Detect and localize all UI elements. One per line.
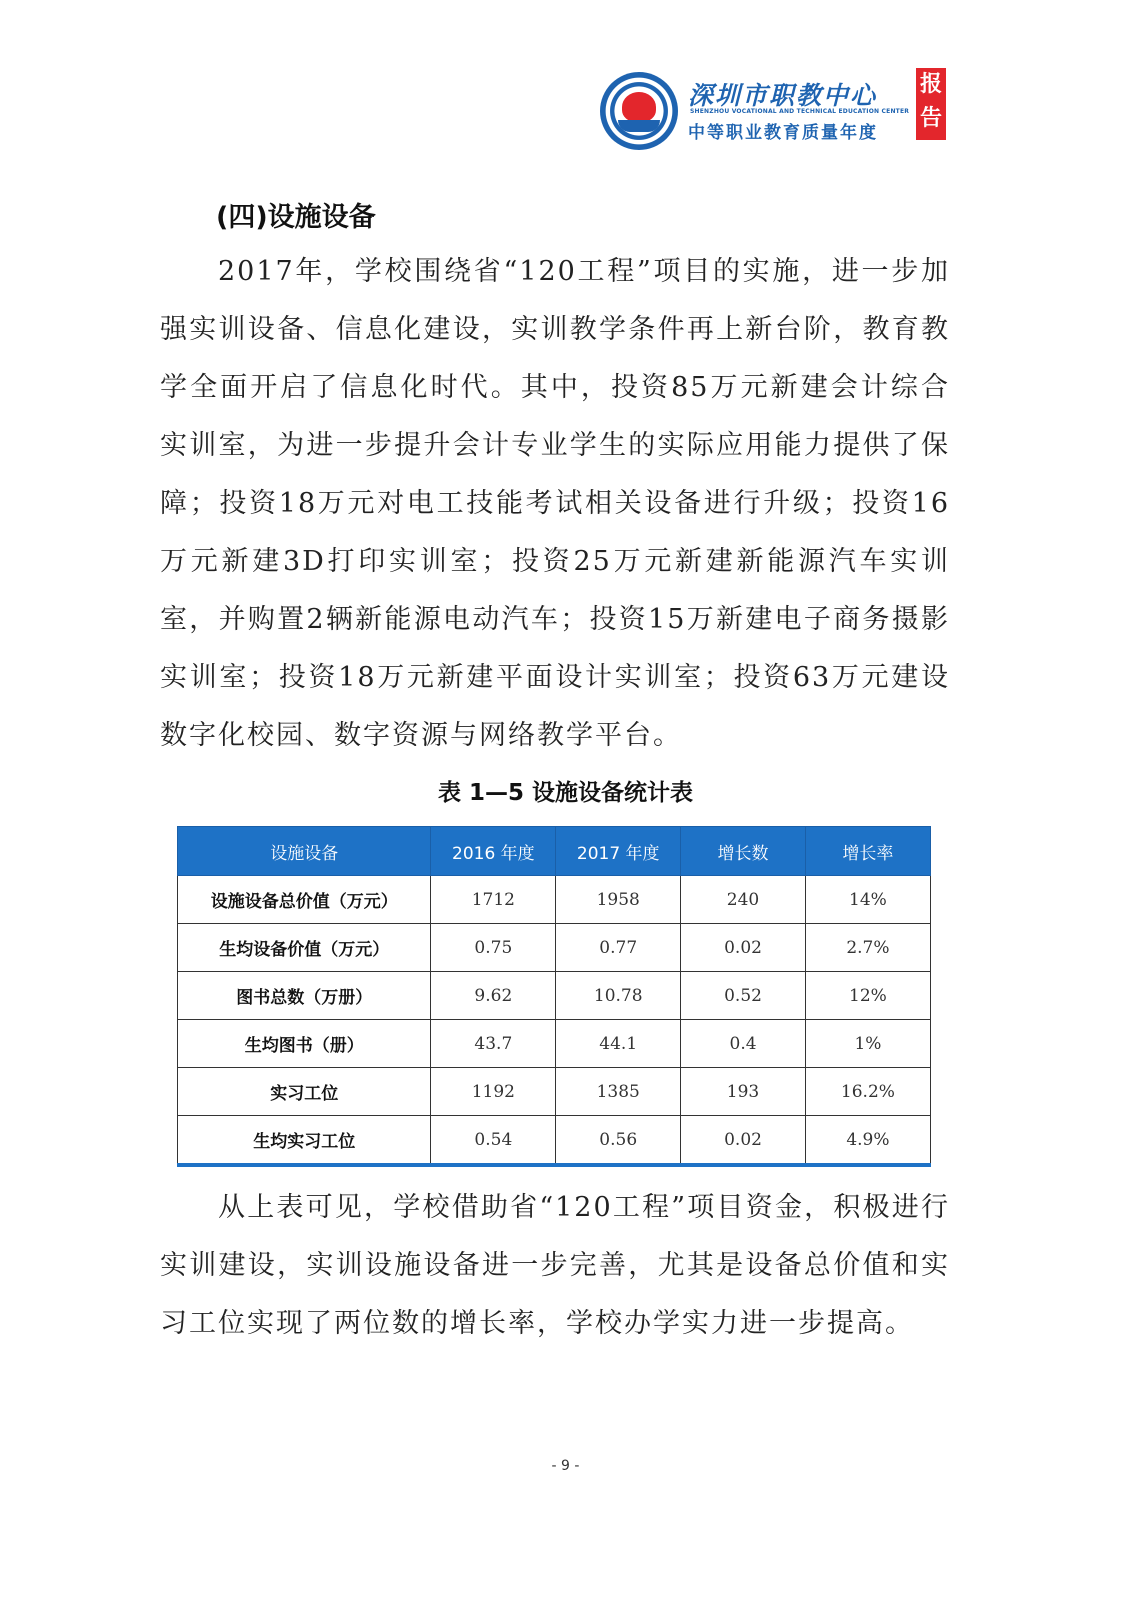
report-badge (916, 68, 946, 140)
table-row (178, 972, 931, 1020)
table-cell: 0.52 (681, 972, 806, 1020)
table-cell: 193 (681, 1068, 806, 1116)
table-cell: 4.9% (805, 1116, 930, 1166)
row-label: 设施设备总价值（万元） (178, 876, 431, 924)
header-cell: 增长数 (681, 827, 806, 876)
report-header (600, 68, 970, 148)
table-cell: 16.2% (805, 1068, 930, 1116)
body-paragraph-2: 从上表可见，学校借助省“120工程”项目资金，积极进行实训建设，实训设施设备进一步完善，尤其是设备总价值和实习工位实现了两位数的增长率，学校办学实力进一步提高。 (160, 1192, 950, 1339)
header-cell: 2016 年度 (431, 827, 556, 876)
section-title: (四)设施设备 (216, 202, 376, 233)
badge-char-top: 报 (919, 72, 942, 97)
table-cell: 0.77 (556, 924, 681, 972)
facilities-table (177, 826, 931, 1167)
table-cell: 2.7% (805, 924, 930, 972)
table-cell: 1385 (556, 1068, 681, 1116)
row-label: 生均设备价值（万元） (178, 924, 431, 972)
header-cell: 2017 年度 (556, 827, 681, 876)
table-cell: 10.78 (556, 972, 681, 1020)
table-cell: 0.4 (681, 1020, 806, 1068)
table-header-row (178, 827, 931, 876)
header-cell: 设施设备 (178, 827, 431, 876)
table-cell: 12% (805, 972, 930, 1020)
table-row (178, 1020, 931, 1068)
table-cell: 14% (805, 876, 930, 924)
body-paragraph-1: 2017年，学校围绕省“120工程”项目的实施，进一步加强实训设备、信息化建设，实训教学条件再上新台阶，教育教学全面开启了信息化时代。其中，投资85万元新建会计综合实训室，为进一步提升会计专业学生的实际应用能力提供了保障；投资18万元对电工技能考试相关设备进行升级；投资16万元新建3D打印实训室；投资25万元新建新能源汽车实训室，并购置2辆新能源电动汽车；投资15万新建电子商务摄影实训室；投资18万元新建平面设计实训室；投资63万元建设数字化校园、数字资源与网络教学平台。 (160, 256, 950, 751)
badge-char-bottom: 告 (919, 106, 942, 131)
table-row (178, 924, 931, 972)
table-row (178, 876, 931, 924)
table-cell: 0.56 (556, 1116, 681, 1166)
table-row (178, 1068, 931, 1116)
org-name: 深圳市职教中心 (688, 81, 878, 110)
table-cell: 1712 (431, 876, 556, 924)
page-number: - 9 - (551, 1458, 580, 1474)
row-label: 生均图书（册） (178, 1020, 431, 1068)
table-row (178, 1116, 931, 1166)
table-cell: 1% (805, 1020, 930, 1068)
table-caption: 表 1—5 设施设备统计表 (437, 780, 694, 806)
table-cell: 1958 (556, 876, 681, 924)
school-emblem-icon (600, 72, 678, 150)
table-cell: 44.1 (556, 1020, 681, 1068)
table-cell: 240 (681, 876, 806, 924)
table-cell: 0.02 (681, 924, 806, 972)
table-cell: 1192 (431, 1068, 556, 1116)
row-label: 实习工位 (178, 1068, 431, 1116)
row-label: 生均实习工位 (178, 1116, 431, 1166)
org-english-name: SHENZHOU VOCATIONAL AND TECHNICAL EDUCATION CENTER (690, 108, 910, 115)
report-subtitle: 中等职业教育质量年度 (688, 123, 878, 143)
table-cell: 0.02 (681, 1116, 806, 1166)
table-cell: 9.62 (431, 972, 556, 1020)
row-label: 图书总数（万册） (178, 972, 431, 1020)
table-cell: 43.7 (431, 1020, 556, 1068)
header-cell: 增长率 (805, 827, 930, 876)
table-cell: 0.75 (431, 924, 556, 972)
table-cell: 0.54 (431, 1116, 556, 1166)
